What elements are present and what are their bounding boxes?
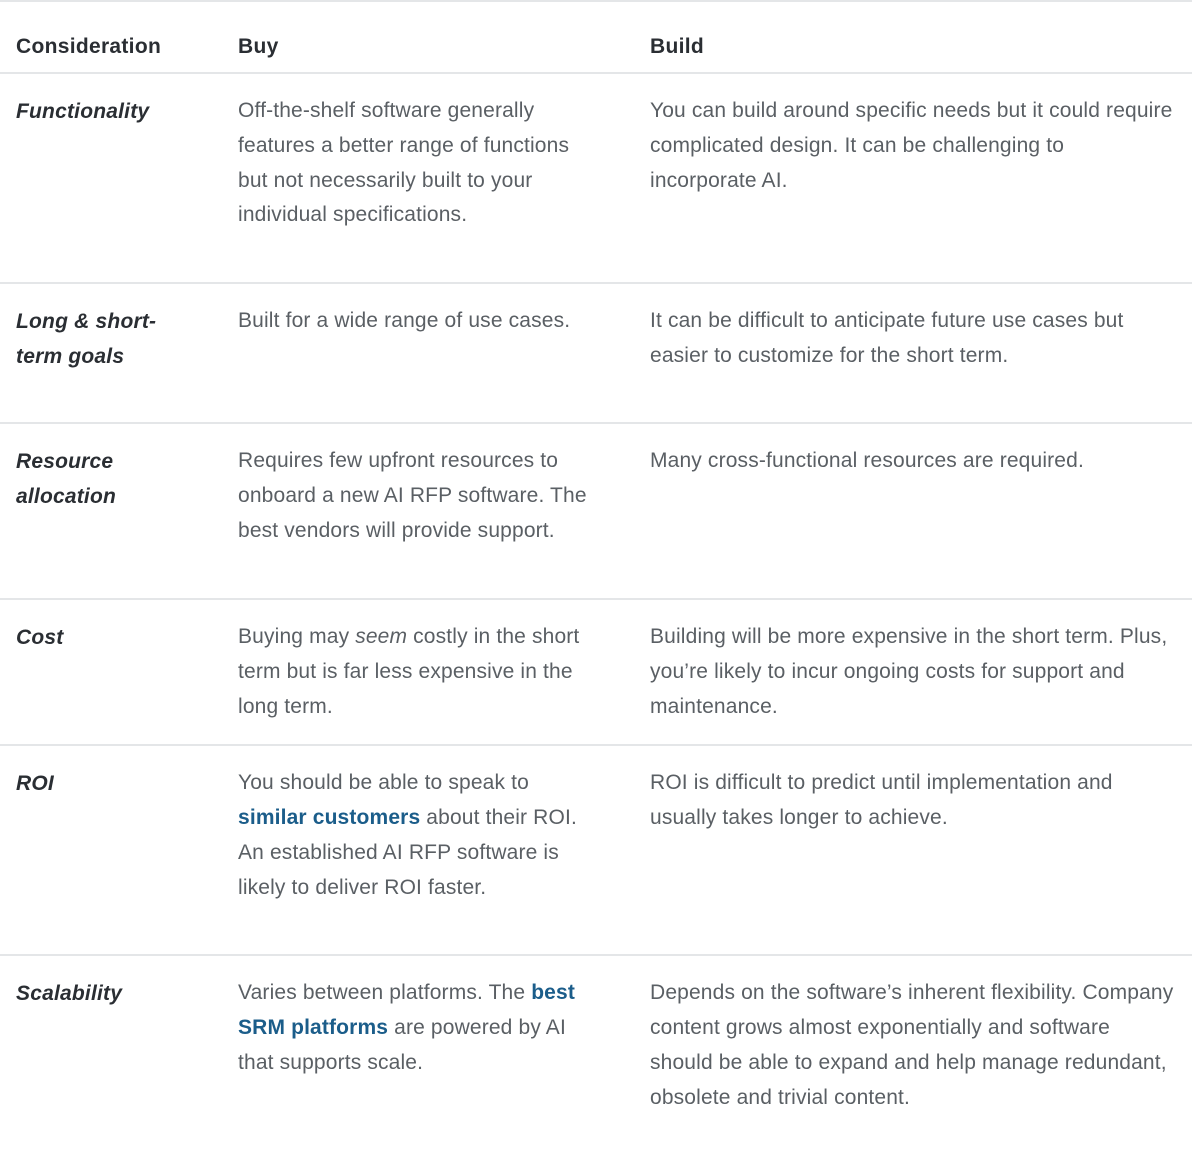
table-body [0, 73, 1192, 1136]
row-label-roi: ROI [0, 745, 222, 955]
build-cell-goals: It can be difficult to anticipate future use cases but easier to customize for the short term. [634, 283, 1192, 423]
buy-roi-text-pre: You should be able to speak to [238, 771, 529, 795]
table-header [0, 1, 1192, 73]
buy-cost-text-pre: Buying may [238, 625, 356, 648]
row-label-functionality: Functionality [0, 73, 222, 283]
row-label-resource-allocation: Resource allocation [0, 423, 222, 599]
build-cell-functionality: You can build around specific needs but it could require complicated design. It can be challenging to incorporate AI. [634, 73, 1192, 283]
buy-scalability-text-post: are powered by AI that supports scale. [238, 1016, 566, 1074]
table-row [0, 955, 1192, 1135]
buy-cell-roi [222, 745, 634, 955]
table-row [0, 599, 1192, 745]
buy-cell-cost [222, 599, 634, 745]
buy-cell-goals: Built for a wide range of use cases. [222, 283, 634, 423]
build-cell-cost: Building will be more expensive in the short term. Plus, you’re likely to incur ongoing costs for support and maintenance. [634, 599, 1192, 745]
header-buy: Buy [222, 1, 634, 73]
build-cell-scalability: Depends on the software’s inherent flexibility. Company content grows almost exponentially and software should be able to expand and help manage redundant, obsolete and trivial content. [650, 981, 1174, 1109]
build-cell-resource-allocation: Many cross-functional resources are required. [634, 423, 1192, 599]
buy-roi-text-post: about their ROI. An established AI RFP software is likely to deliver ROI faster. [238, 806, 577, 899]
row-label-cost: Cost [0, 599, 222, 745]
table-row [0, 423, 1192, 599]
buy-cost-emphasis: seem [355, 625, 408, 648]
row-label-scalability: Scalability [16, 982, 123, 1006]
table-row [0, 73, 1192, 283]
best-srm-platforms-link[interactable]: best SRM platforms [238, 981, 575, 1040]
buy-cell-scalability [222, 955, 634, 1135]
buy-scalability-text-pre: Varies between platforms. The [238, 981, 532, 1005]
buy-cell-resource-allocation: Requires few upfront resources to onboard a new AI RFP software. The best vendors will provide support. [222, 423, 634, 599]
header-row [0, 1, 1192, 73]
table-row [0, 283, 1192, 423]
buy-cell-functionality: Off-the-shelf software generally features a better range of functions but not necessarily built to your individual specifications. [222, 73, 634, 283]
header-consideration: Consideration [0, 1, 222, 73]
row-label-goals: Long & short-term goals [0, 283, 222, 423]
build-cell-roi: ROI is difficult to predict until implementation and usually takes longer to achieve. [634, 745, 1192, 955]
table-row [0, 745, 1192, 955]
header-build: Build [634, 1, 1192, 73]
similar-customers-link[interactable]: similar customers [238, 806, 421, 830]
buy-cost-text-post: costly in the short term but is far less expensive in the long term. [238, 625, 580, 718]
